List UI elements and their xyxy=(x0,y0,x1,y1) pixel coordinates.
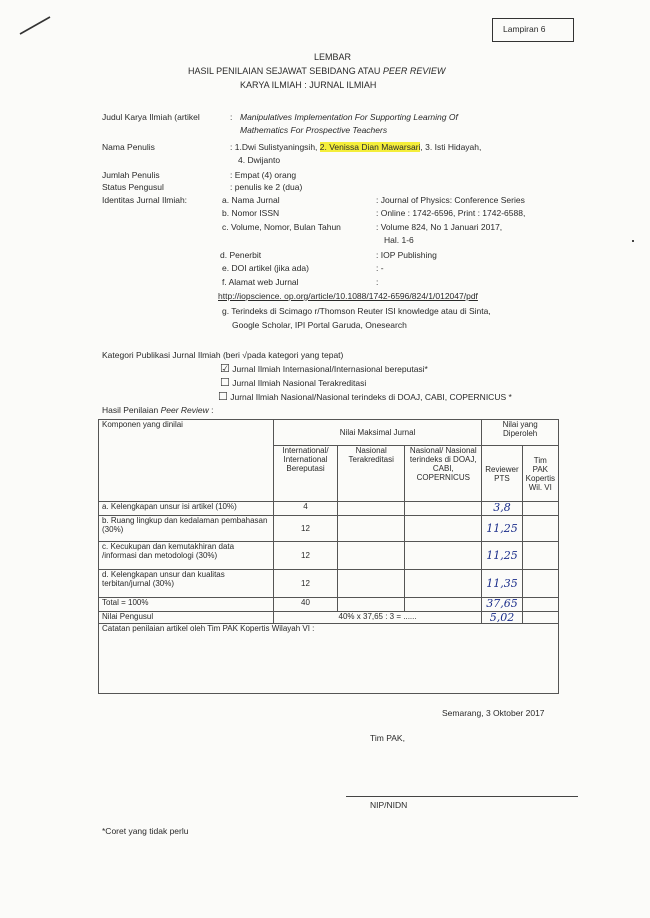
pengusul-label: Nilai Pengusul xyxy=(99,612,274,624)
item-c-value: : Volume 824, No 1 Januari 2017, xyxy=(376,222,503,232)
item-d-value: : IOP Publishing xyxy=(376,250,437,260)
penulis-value-2: 4. Dwijanto xyxy=(238,155,281,165)
judul-label: Judul Karya Ilmiah (artikel xyxy=(102,112,200,122)
jumlah-value: : Empat (4) orang xyxy=(230,170,297,180)
review-table xyxy=(98,419,559,694)
hasil-label: Hasil Penilaian Peer Review : xyxy=(102,405,214,415)
identitas-label: Identitas Jurnal Ilmiah: xyxy=(102,195,188,205)
footnote: *Coret yang tidak perlu xyxy=(102,826,189,836)
subheader-international: International/ International Bereputasi xyxy=(273,446,337,502)
row-label: a. Kelengkapan unsur isi artikel (10%) xyxy=(99,502,274,516)
header-line1: LEMBAR xyxy=(314,52,352,62)
table-row xyxy=(99,542,559,570)
journal-url[interactable]: http://iopscience. op.org/article/10.1088/1742-6596/824/1/012047/pdf xyxy=(218,291,478,301)
item-f-label: f. Alamat web Jurnal xyxy=(222,277,299,287)
nip-label: NIP/NIDN xyxy=(370,800,408,810)
item-a-value: : Journal of Physics: Conference Series xyxy=(376,195,525,205)
table-row xyxy=(99,516,559,542)
row-max: 12 xyxy=(273,542,337,570)
subheader-nasional: Nasional Terakreditasi xyxy=(338,446,405,502)
checkbox-icon[interactable]: ☐ xyxy=(218,391,228,403)
header-nilai-maks: Nilai Maksimal Jurnal xyxy=(273,420,481,446)
item-g-line-2: Google Scholar, IPI Portal Garuda, Onesearch xyxy=(232,320,407,330)
item-f-value: : xyxy=(376,277,379,287)
place-date: Semarang, 3 Oktober 2017 xyxy=(442,708,545,718)
total-max: 40 xyxy=(273,598,337,612)
item-c-label: c. Volume, Nomor, Bulan Tahun xyxy=(222,222,341,232)
row-score: 11,25 xyxy=(482,516,522,542)
header-komponen: Komponen yang dinilai xyxy=(99,420,274,502)
checkbox-icon[interactable]: ☐ xyxy=(220,377,230,389)
scan-speck xyxy=(632,240,634,242)
item-e-value: : - xyxy=(376,263,384,273)
header-line3: KARYA ILMIAH : JURNAL ILMIAH xyxy=(240,80,377,90)
row-score: 3,8 xyxy=(482,502,522,516)
row-max: 12 xyxy=(273,570,337,598)
row-label: c. Kecukupan dan kemutakhiran data /informasi dan metodologi (30%) xyxy=(99,542,274,570)
penulis-label: Nama Penulis xyxy=(102,142,155,152)
tim-pak-label: Tim PAK, xyxy=(370,733,405,743)
pengusul-score: 5,02 xyxy=(482,612,522,624)
catatan-row xyxy=(99,624,559,694)
kategori-option-2[interactable]: ☐ Jurnal Ilmiah Nasional Terakreditasi xyxy=(220,377,367,389)
row-label: d. Kelengkapan unsur dan kualitas terbitan/jurnal (30%) xyxy=(99,570,274,598)
status-value: : penulis ke 2 (dua) xyxy=(230,182,303,192)
header-line2: HASIL PENILAIAN SEJAWAT SEBIDANG ATAU PEER REVIEW xyxy=(188,66,446,76)
kategori-title: Kategori Publikasi Jurnal Ilmiah (beri √pada kategori yang tepat) xyxy=(102,350,344,360)
lampiran-label: Lampiran 6 xyxy=(503,24,546,34)
row-max: 4 xyxy=(273,502,337,516)
judul-value-1: Manipulatives Implementation For Supporting Learning Of xyxy=(240,112,458,122)
pengusul-formula: 40% x 37,65 : 3 = ...... xyxy=(273,612,481,624)
subheader-tim-pak: Tim PAK Kopertis Wil. VI xyxy=(522,446,558,502)
pen-stroke-mark xyxy=(18,12,54,38)
row-score: 11,25 xyxy=(482,542,522,570)
item-e-label: e. DOI artikel (jika ada) xyxy=(222,263,309,273)
judul-value-2: Mathematics For Prospective Teachers xyxy=(240,125,388,135)
status-label: Status Pengusul xyxy=(102,182,164,192)
total-score: 37,65 xyxy=(482,598,522,612)
item-b-label: b. Nomor ISSN xyxy=(222,208,280,218)
kategori-option-3[interactable]: ☐ Jurnal Ilmiah Nasional/Nasional terindeks di DOAJ, CABI, COPERNICUS * xyxy=(218,391,512,403)
subheader-reviewer: Reviewer PTS xyxy=(482,446,522,502)
total-row xyxy=(99,598,559,612)
item-b-value: : Online : 1742-6596, Print : 1742-6588, xyxy=(376,208,526,218)
total-label: Total = 100% xyxy=(99,598,274,612)
pengusul-row xyxy=(99,612,559,624)
jumlah-label: Jumlah Penulis xyxy=(102,170,160,180)
table-row xyxy=(99,502,559,516)
kategori-option-1[interactable]: ☑ Jurnal Ilmiah Internasional/Internasional bereputasi* xyxy=(220,363,428,375)
subheader-nasional-terindeks: Nasional/ Nasional terindeks di DOAJ, CABI, COPERNICUS xyxy=(405,446,482,502)
row-score: 11,35 xyxy=(482,570,522,598)
row-label: b. Ruang lingkup dan kedalaman pembahasan (30%) xyxy=(99,516,274,542)
item-g-line-1: g. Terindeks di Scimago r/Thomson Reuter ISI knowledge atau di Sinta, xyxy=(222,306,491,316)
checked-box-icon[interactable]: ☑ xyxy=(220,363,230,375)
header-nilai-diperoleh: Nilai yang Diperoleh xyxy=(482,420,559,446)
lampiran-box xyxy=(492,18,574,42)
item-d-label: d. Penerbit xyxy=(220,250,262,260)
item-a-label: a. Nama Jurnal xyxy=(222,195,280,205)
judul-colon: : xyxy=(230,112,233,122)
table-row xyxy=(99,570,559,598)
row-max: 12 xyxy=(273,516,337,542)
penulis-value: : 1.Dwi Sulistyaningsih, 2. Venissa Dian Mawarsari, 3. Isti Hidayah, xyxy=(230,142,482,152)
signature-line xyxy=(346,796,578,797)
catatan-label: Catatan penilaian artikel oleh Tim PAK Kopertis Wilayah VI : xyxy=(99,624,559,694)
item-c-value-2: Hal. 1-6 xyxy=(384,235,414,245)
